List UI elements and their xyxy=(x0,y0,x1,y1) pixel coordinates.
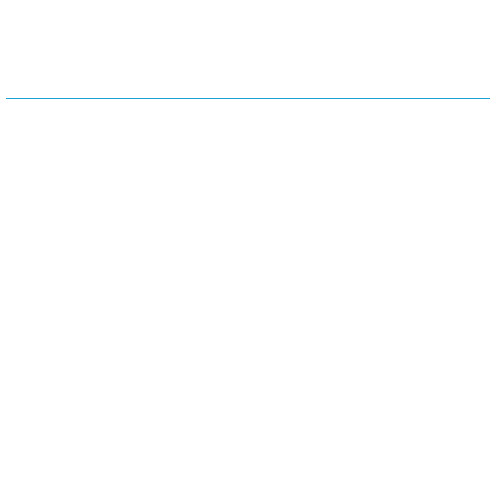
title-rule xyxy=(6,98,490,99)
